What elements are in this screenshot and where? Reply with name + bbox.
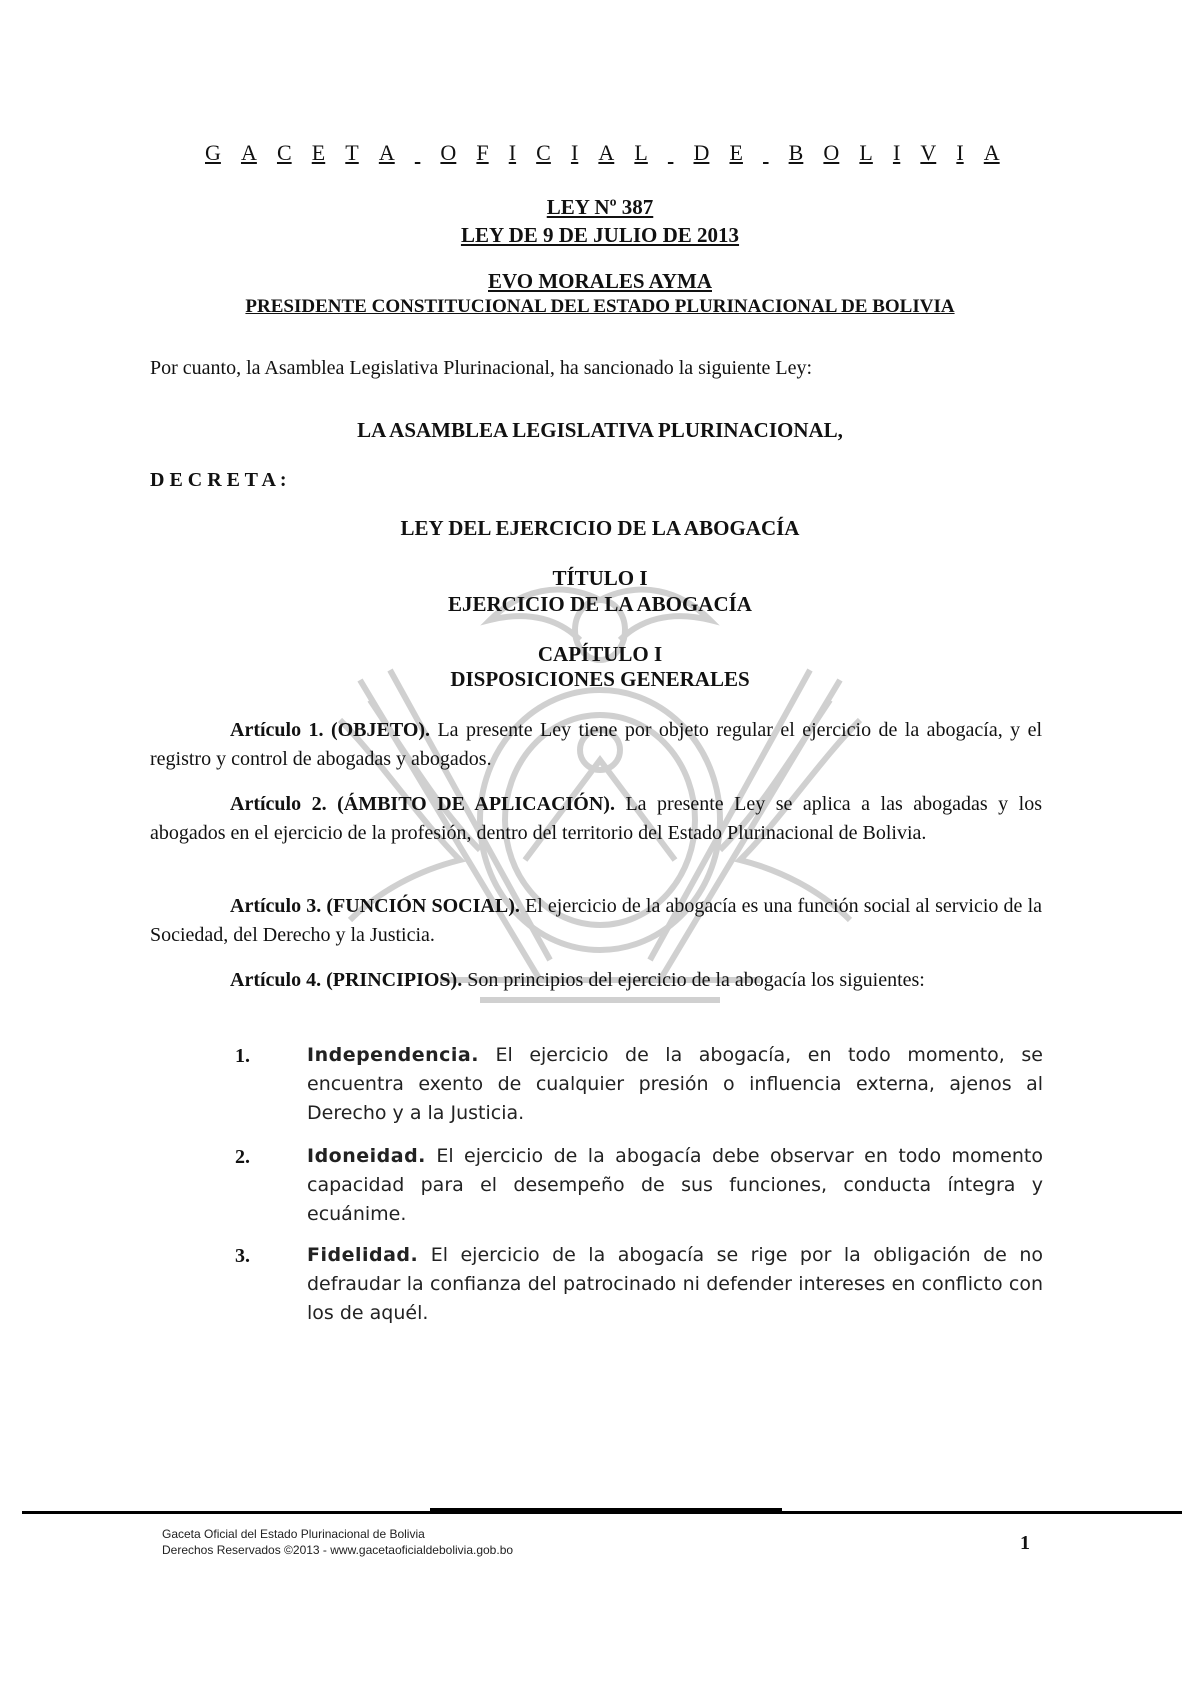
principle-term: Idoneidad. — [307, 1145, 426, 1167]
masthead-letter: A — [240, 140, 257, 165]
article-2 — [150, 790, 1042, 848]
law-title: LEY DEL EJERCICIO DE LA ABOGACÍA — [400, 516, 800, 540]
principle-text: El ejercicio de la abogacía se rige por la obligación de no defraudar la confianza del patrocinado ni defender intereses en conflicto con los de aquél. — [307, 1244, 1043, 1324]
capitulo-label: CAPÍTULO I — [537, 642, 663, 666]
masthead-letter: D — [693, 140, 710, 165]
masthead-letter — [763, 140, 769, 166]
masthead-letter: G — [205, 140, 221, 165]
article-4 — [150, 966, 1042, 995]
article-text: La presente Ley se aplica a las abogadas y los abogados en el ejercicio de la profesión, dentro del territorio del Estado Plurinacional de Bolivia. — [150, 793, 1043, 844]
masthead-letter: C — [276, 140, 292, 165]
masthead-letter: V — [920, 140, 937, 165]
preamble: Por cuanto, la Asamblea Legislativa Plurinacional, ha sancionado la siguiente Ley: — [150, 357, 813, 379]
masthead-letter: A — [598, 140, 615, 165]
masthead-letter: O — [440, 140, 457, 165]
masthead-letter: I — [508, 140, 517, 165]
masthead-letter: L — [634, 140, 648, 165]
masthead-letter: E — [729, 140, 743, 165]
principle-term: Fidelidad. — [307, 1244, 419, 1266]
principle-text: El ejercicio de la abogacía, en todo momento, se encuentra exento de cualquier presión o influencia externa, ajenos al Derecho y a la Justicia. — [307, 1044, 1043, 1124]
principle-term: Independencia. — [307, 1044, 479, 1066]
law-number: LEY Nº 387 — [546, 195, 654, 219]
principle-number: 3. — [235, 1245, 250, 1267]
president-name: EVO MORALES AYMA — [488, 269, 712, 293]
principle-text: El ejercicio de la abogacía debe observar en todo momento capacidad para el desempeño de sus funciones, conducta íntegra y ecuánime. — [307, 1145, 1043, 1225]
masthead-letter: I — [956, 140, 964, 165]
masthead-letter: L — [859, 140, 873, 165]
masthead-letter — [415, 140, 421, 166]
masthead-letter: B — [788, 140, 804, 165]
article-label: Artículo 4. (PRINCIPIOS). — [230, 969, 463, 991]
article-label: Artículo 2. (ÁMBITO DE APLICACIÓN). — [230, 793, 615, 815]
article-3 — [150, 892, 1042, 950]
masthead-letter: C — [536, 140, 551, 165]
principle-number: 2. — [235, 1146, 250, 1168]
masthead-letter: A — [378, 140, 395, 165]
footer-publisher: Gaceta Oficial del Estado Plurinacional de Bolivia — [162, 1527, 425, 1541]
article-text: El ejercicio de la abogacía es una función social al servicio de la Sociedad, del Derecho y la Justicia. — [150, 895, 1042, 946]
titulo-label: TÍTULO I — [552, 566, 648, 590]
masthead-letter: T — [345, 140, 359, 165]
masthead-letter: A — [983, 140, 1000, 165]
masthead-letter: E — [311, 140, 326, 165]
titulo-name: EJERCICIO DE LA ABOGACÍA — [448, 592, 752, 616]
masthead — [205, 140, 1000, 166]
masthead-letter: I — [892, 140, 901, 165]
footer-copyright: Derechos Reservados ©2013 - www.gacetaoficialdebolivia.gob.bo — [162, 1543, 514, 1557]
article-text: Son principios del ejercicio de la abogacía los siguientes: — [462, 969, 925, 991]
page-number: 1 — [1020, 1532, 1030, 1554]
article-1 — [150, 716, 1042, 774]
masthead-letter: I — [570, 140, 579, 165]
principle-number: 1. — [235, 1045, 250, 1067]
principle-item — [235, 1142, 1043, 1229]
assembly-heading: LA ASAMBLEA LEGISLATIVA PLURINACIONAL, — [357, 418, 843, 442]
president-title: PRESIDENTE CONSTITUCIONAL DEL ESTADO PLURINACIONAL DE BOLIVIA — [245, 296, 955, 317]
article-text: La presente Ley tiene por objeto regular el ejercicio de la abogacía, y el registro y control de abogadas y abogados. — [150, 719, 1042, 770]
masthead-letter: O — [823, 140, 840, 165]
masthead-letter: F — [476, 140, 489, 165]
article-label: Artículo 3. (FUNCIÓN SOCIAL). — [230, 895, 520, 917]
law-date: LEY DE 9 DE JULIO DE 2013 — [460, 223, 740, 247]
capitulo-name: DISPOSICIONES GENERALES — [450, 667, 750, 691]
masthead-letter — [668, 140, 674, 166]
footer-rule-accent — [430, 1508, 782, 1514]
decreta-heading: D E C R E T A : — [150, 469, 287, 491]
principle-item — [235, 1241, 1043, 1328]
article-label: Artículo 1. (OBJETO). — [230, 719, 431, 741]
principle-item — [235, 1041, 1043, 1128]
